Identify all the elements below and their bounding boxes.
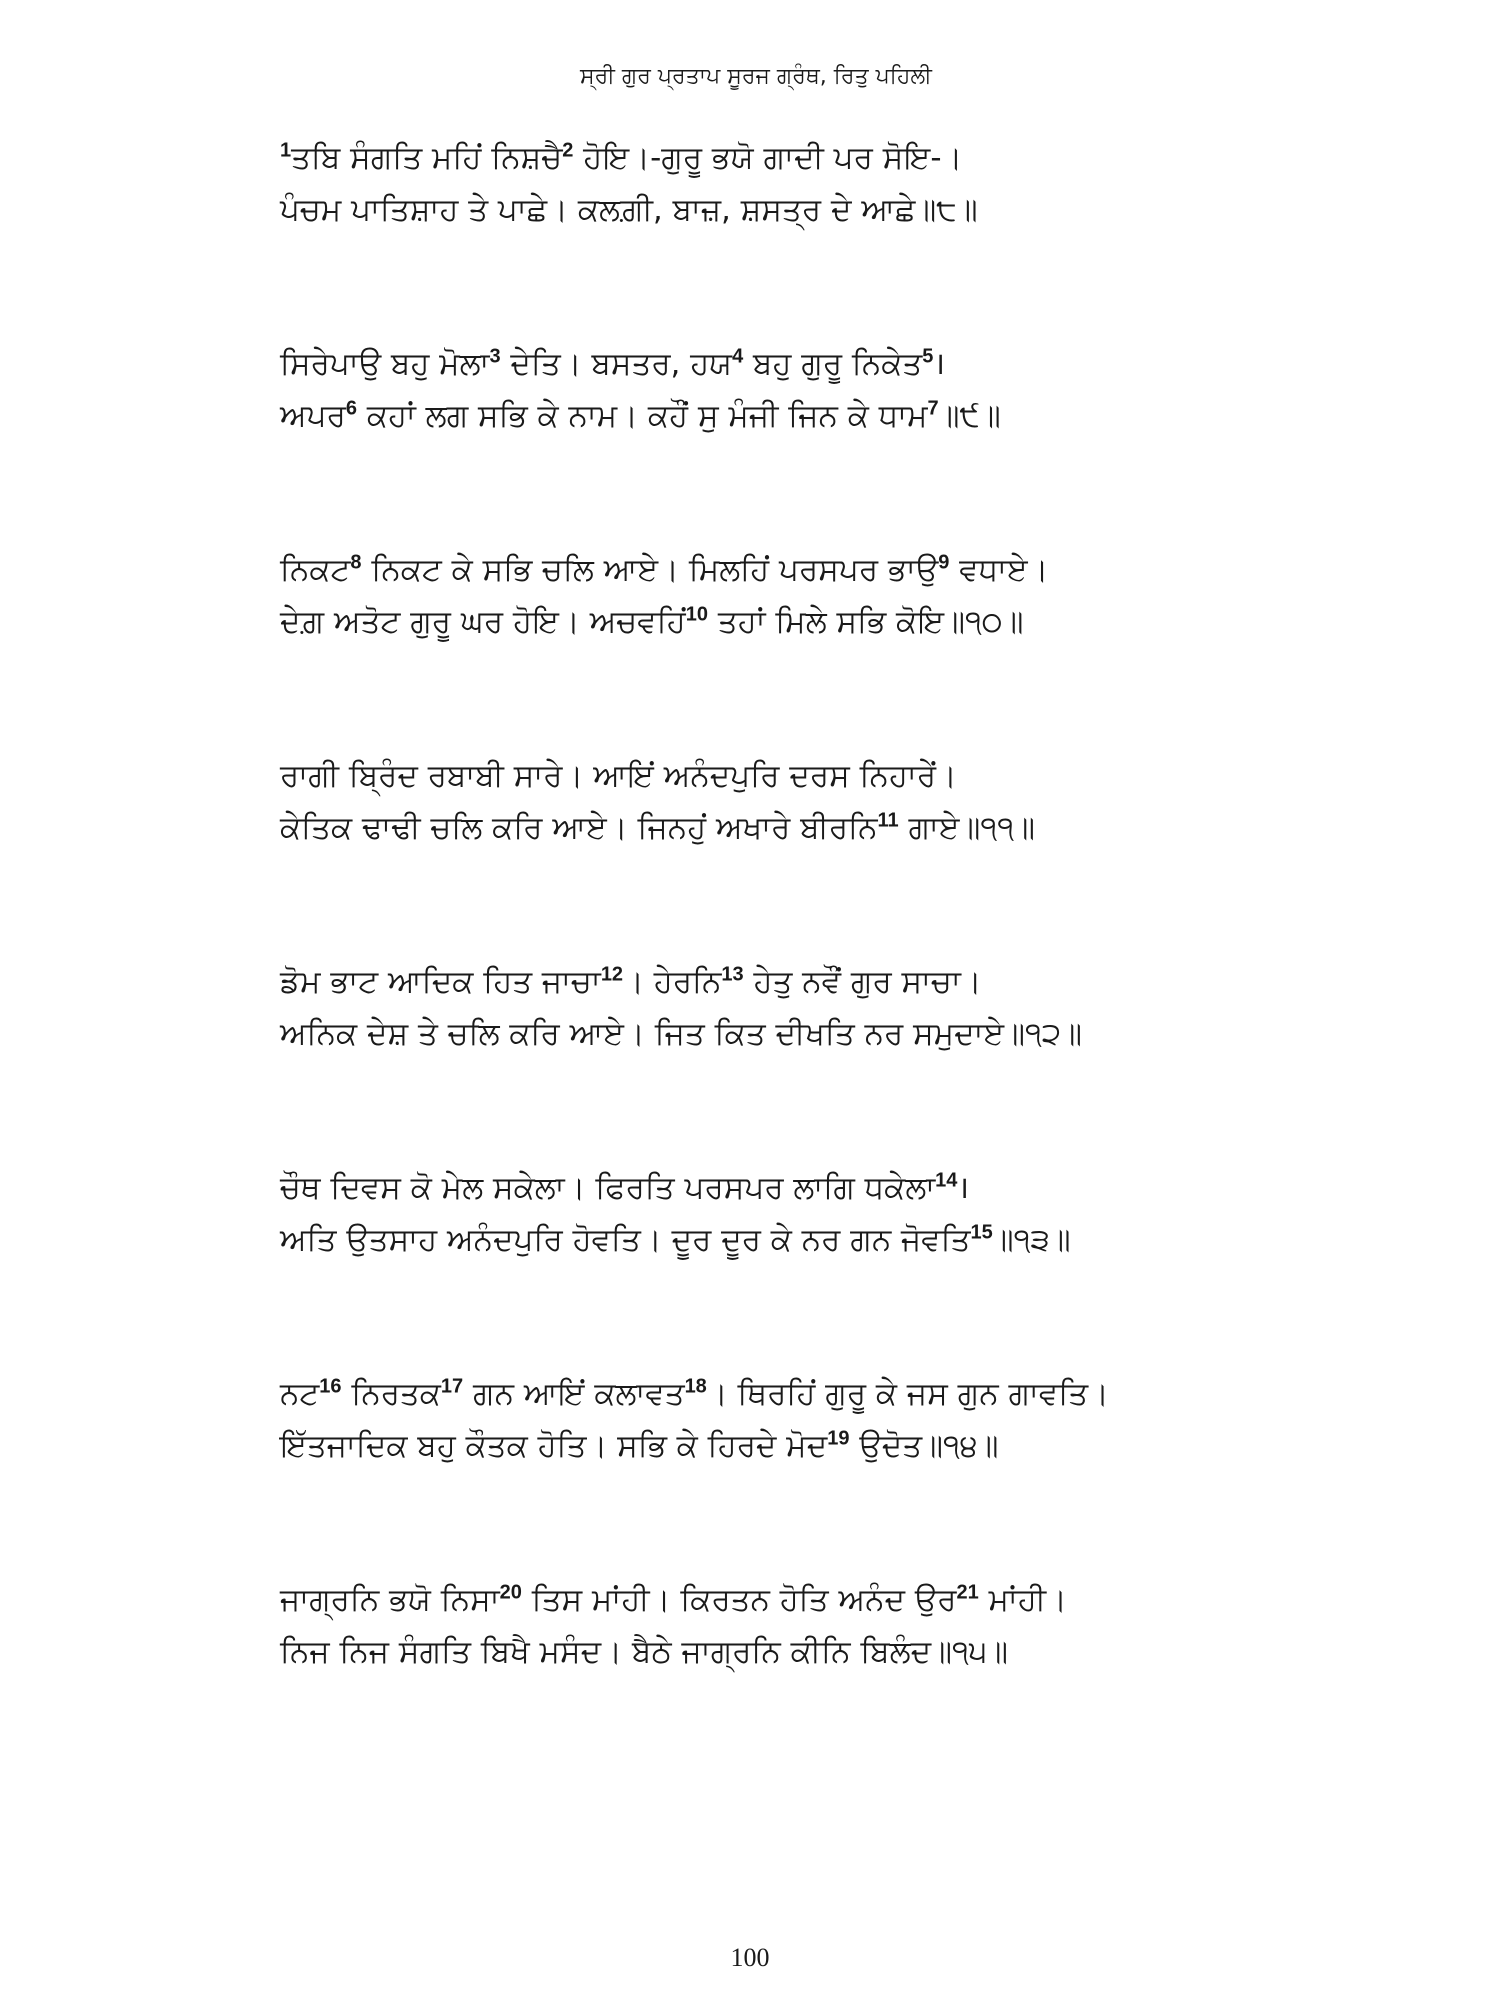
running-header: ਸ੍ਰੀ ਗੁਰ ਪ੍ਰਤਾਪ ਸੂਰਜ ਗ੍ਰੰਥ, ਰਿਤੁ ਪਹਿਲੀ	[580, 64, 932, 89]
verse-line	[280, 1220, 1360, 1272]
verse-text: ਅਤਿ ਉਤਸਾਹ ਅਨੰਦਪੁਰਿ ਹੋਵਤਿ। ਦੂਰ ਦੂਰ ਕੇ ਨਰ ਗਨ ਜੋਵਤਿ	[280, 1222, 971, 1258]
verse-line	[280, 1426, 1360, 1478]
verse-line	[280, 344, 1360, 396]
verse-text: ॥੯॥	[938, 398, 1001, 434]
footnote-marker: 15	[970, 1221, 993, 1244]
verse-text: ਹੇਤੁ ਨਵੌਂ ਗੁਰ ਸਾਚਾ।	[743, 964, 982, 1000]
verse-text: ਉਦੋਤ॥੧੪॥	[849, 1428, 999, 1464]
footnote-marker: 21	[956, 1581, 979, 1604]
footnote-marker: 4	[732, 345, 744, 368]
verse-text: ਤਹਾਂ ਮਿਲੇ ਸਭਿ ਕੋਇ॥੧੦॥	[707, 604, 1024, 640]
verse-body	[280, 138, 1360, 1786]
verse-text: ਜਾਗ੍ਰਨਿ ਭਯੋ ਨਿਸਾ	[280, 1582, 500, 1618]
verse-text: ਸਿਰੇਪਾਉ ਬਹੁ ਮੋਲਾ	[280, 346, 490, 382]
stanza	[280, 756, 1360, 860]
footnote-marker: 8	[350, 551, 362, 574]
verse-text: ਨਿਰਤਕ	[341, 1376, 441, 1412]
verse-line	[280, 1014, 1360, 1066]
verse-line	[280, 808, 1360, 860]
footnote-marker: 14	[935, 1169, 958, 1192]
verse-text: ਤਿਸ ਮਾਂਹੀ। ਕਿਰਤਨ ਹੋਤਿ ਅਨੰਦ ਉਰ	[521, 1582, 957, 1618]
verse-text: ਰਾਗੀ ਬ੍ਰਿੰਦ ਰਬਾਬੀ ਸਾਰੇ। ਆਇਂ ਅਨੰਦਪੁਰਿ ਦਰਸ ਨਿਹਾਰੇਂ।	[280, 758, 957, 794]
footnote-marker: 1	[280, 139, 292, 162]
verse-line	[280, 1374, 1360, 1426]
footnote-marker: 12	[600, 963, 624, 986]
verse-text: ਚੌਥ ਦਿਵਸ ਕੋ ਮੇਲ ਸਕੇਲਾ। ਫਿਰਤਿ ਪਰਸਪਰ ਲਾਗਿ ਧਕੇਲਾ	[280, 1170, 936, 1206]
verse-text: ।	[957, 1170, 970, 1206]
verse-text: ਮਾਂਹੀ।	[978, 1582, 1068, 1618]
verse-text: ਤਬਿ ਸੰਗਤਿ ਮਹਿਂ ਨਿਸ਼ਚੈ	[291, 140, 563, 176]
stanza	[280, 138, 1360, 242]
verse-text: ਪੰਚਮ ਪਾਤਿਸ਼ਾਹ ਤੇ ਪਾਛੇ। ਕਲਗ਼ੀ, ਬਾਜ਼, ਸ਼ਸਤ੍ਰ ਦੇ ਆਛੇ॥੮॥	[280, 192, 978, 228]
stanza	[280, 344, 1360, 448]
verse-text: ਅਪਰ	[280, 398, 346, 434]
footnote-marker: 16	[319, 1375, 342, 1398]
footnote-marker: 6	[345, 397, 357, 420]
verse-line	[280, 1632, 1360, 1684]
footnote-marker: 20	[499, 1581, 522, 1604]
footnote-marker: 2	[562, 139, 574, 162]
verse-line	[280, 550, 1360, 602]
verse-text: ਕਹਾਂ ਲਗ ਸਭਿ ਕੇ ਨਾਮ। ਕਹੌਂ ਸੁ ਮੰਜੀ ਜਿਨ ਕੇ ਧਾਮ	[357, 398, 928, 434]
verse-text: ਨਿਜ ਨਿਜ ਸੰਗਤਿ ਬਿਖੈ ਮਸੰਦ। ਬੈਠੇ ਜਾਗ੍ਰਨਿ ਕੀਨਿ ਬਿਲੰਦ॥੧੫॥	[280, 1634, 1009, 1670]
footnote-marker: 13	[721, 963, 744, 986]
verse-line	[280, 1168, 1360, 1220]
verse-text: । ਥਿਰਹਿਂ ਗੁਰੂ ਕੇ ਜਸ ਗੁਨ ਗਾਵਤਿ।	[706, 1376, 1110, 1412]
verse-text: ।	[933, 346, 946, 382]
verse-text: ਨਿਕਟ	[280, 552, 351, 588]
verse-text: ਬਹੁ ਗੁਰੂ ਨਿਕੇਤ	[743, 346, 923, 382]
verse-text: ਦੇਤਿ। ਬਸਤਰ, ਹਯ	[500, 346, 733, 382]
verse-text: ਨਟ	[280, 1376, 320, 1412]
stanza	[280, 550, 1360, 654]
footnote-marker: 10	[685, 603, 708, 626]
verse-line	[280, 1580, 1360, 1632]
footnote-marker: 3	[489, 345, 501, 368]
verse-text: ਗਾਏ॥੧੧॥	[898, 810, 1035, 846]
verse-text: ਇੱਤਜਾਦਿਕ ਬਹੁ ਕੌਤਕ ਹੋਤਿ। ਸਭਿ ਕੇ ਹਿਰਦੇ ਮੋਦ	[280, 1428, 828, 1464]
footnote-marker: 19	[827, 1427, 850, 1450]
stanza	[280, 1168, 1360, 1272]
footnote-marker: 7	[927, 397, 939, 420]
verse-line	[280, 602, 1360, 654]
verse-line	[280, 190, 1360, 242]
verse-text: ਡੋਮ ਭਾਟ ਆਦਿਕ ਹਿਤ ਜਾਚਾ	[280, 964, 601, 1000]
stanza	[280, 1374, 1360, 1478]
stanza	[280, 962, 1360, 1066]
verse-text: । ਹੇਰਨਿ	[623, 964, 722, 1000]
verse-text: ਗਨ ਆਇਂ ਕਲਾਵਤ	[463, 1376, 685, 1412]
verse-text: ਅਨਿਕ ਦੇਸ਼ ਤੇ ਚਲਿ ਕਰਿ ਆਏ। ਜਿਤ ਕਿਤ ਦੀਖਤਿ ਨਰ ਸਮੁਦਾਏ॥੧੨॥	[280, 1016, 1083, 1052]
page-number: 100	[730, 1943, 770, 1972]
footnote-marker: 5	[922, 345, 934, 368]
verse-line	[280, 138, 1360, 190]
verse-text: ਹੋਇ।-ਗੁਰੂ ਭਯੋ ਗਾਦੀ ਪਰ ਸੋਇ-।	[573, 140, 963, 176]
footnote-marker: 17	[440, 1375, 464, 1398]
verse-line	[280, 756, 1360, 808]
verse-line	[280, 396, 1360, 448]
verse-text: ਵਧਾਏ।	[949, 552, 1049, 588]
footnote-marker: 18	[684, 1375, 707, 1398]
stanza	[280, 1580, 1360, 1684]
footnote-marker: 11	[877, 809, 899, 832]
verse-line	[280, 962, 1360, 1014]
footnote-marker: 9	[938, 551, 950, 574]
verse-text: ਨਿਕਟ ਕੇ ਸਭਿ ਚਲਿ ਆਏ। ਮਿਲਹਿਂ ਪਰਸਪਰ ਭਾਉ	[361, 552, 939, 588]
verse-text: ॥੧੩॥	[992, 1222, 1071, 1258]
verse-text: ਦੇਗ਼ ਅਤੋਟ ਗੁਰੂ ਘਰ ਹੋਇ। ਅਚਵਹਿਂ	[280, 604, 686, 640]
verse-text: ਕੇਤਿਕ ਢਾਢੀ ਚਲਿ ਕਰਿ ਆਏ। ਜਿਨਹੁਂ ਅਖਾਰੇ ਬੀਰਨਿ	[280, 810, 878, 846]
